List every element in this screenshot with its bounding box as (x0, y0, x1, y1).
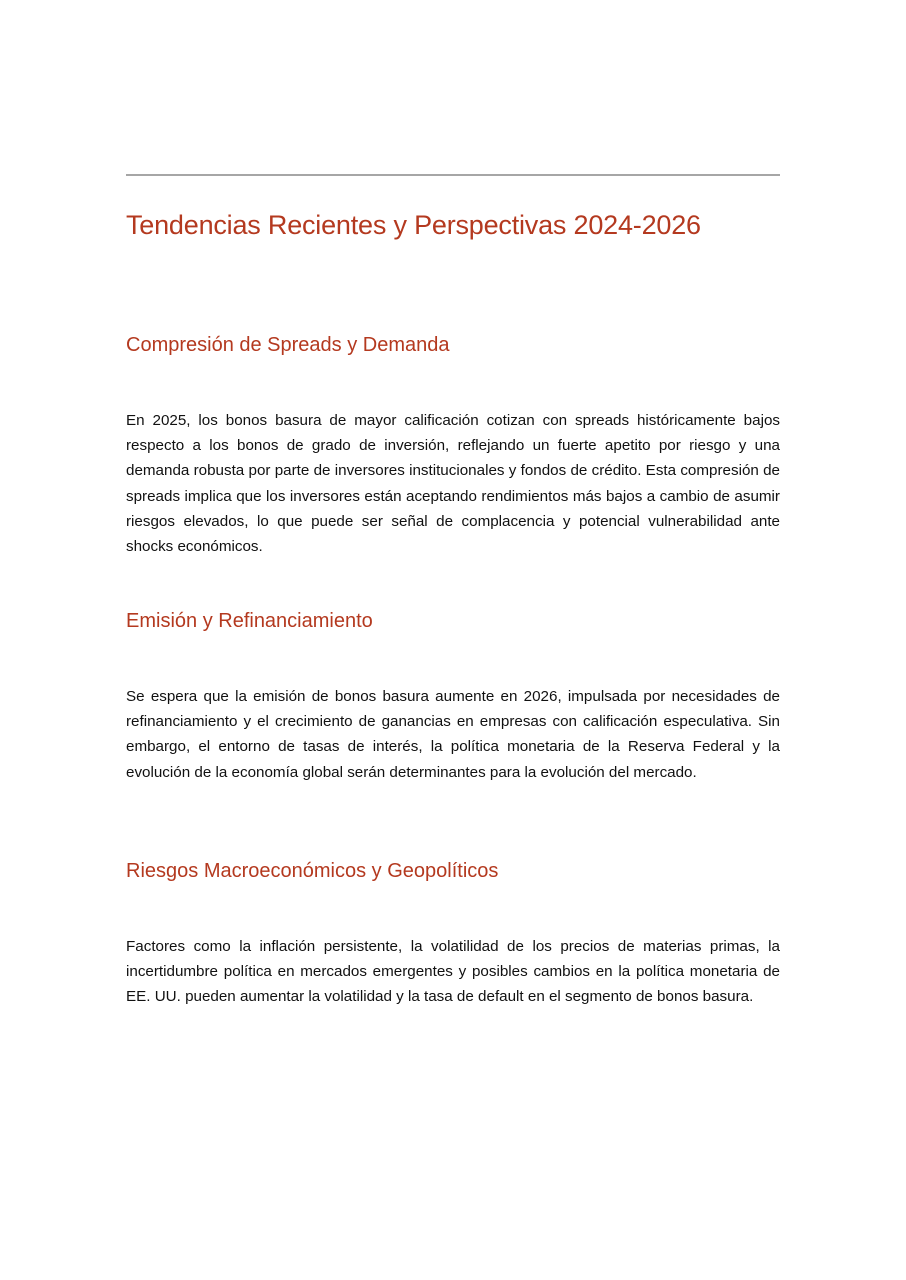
top-divider (126, 174, 780, 176)
section-heading-riesgos: Riesgos Macroeconómicos y Geopolíticos (126, 860, 499, 882)
section-body-spreads: En 2025, los bonos basura de mayor calificación cotizan con spreads históricamente bajos respecto a los bonos de grado de inversión, reflejando un fuerte apetito por riesgo y una demanda robusta por parte de inversores institucionales y fondos de crédito. Esta compresión de spreads implica que los inversores están aceptando rendimientos más bajos a cambio de asumir riesgos elevados, lo que puede ser señal de complacencia y potencial vulnerabilidad ante shocks económicos. (126, 412, 780, 556)
section-heading-emision: Emisión y Refinanciamiento (126, 610, 373, 632)
section-heading-spreads: Compresión de Spreads y Demanda (126, 334, 450, 356)
document-title: Tendencias Recientes y Perspectivas 2024-2026 (126, 210, 701, 240)
section-body-emision: Se espera que la emisión de bonos basura aumente en 2026, impulsada por necesidades de refinanciamiento y el crecimiento de ganancias en empresas con calificación especulativa. Sin embargo, el entorno de tasas de interés, la política monetaria de la Reserva Federal y la evolución de la economía global serán determinantes para la evolución del mercado. (126, 688, 780, 781)
section-body-riesgos: Factores como la inflación persistente, la volatilidad de los precios de materias primas, la incertidumbre política en mercados emergentes y posibles cambios en la política monetaria de EE. UU. pueden aumentar la volatilidad y la tasa de default en el segmento de bonos basura. (126, 938, 780, 1006)
